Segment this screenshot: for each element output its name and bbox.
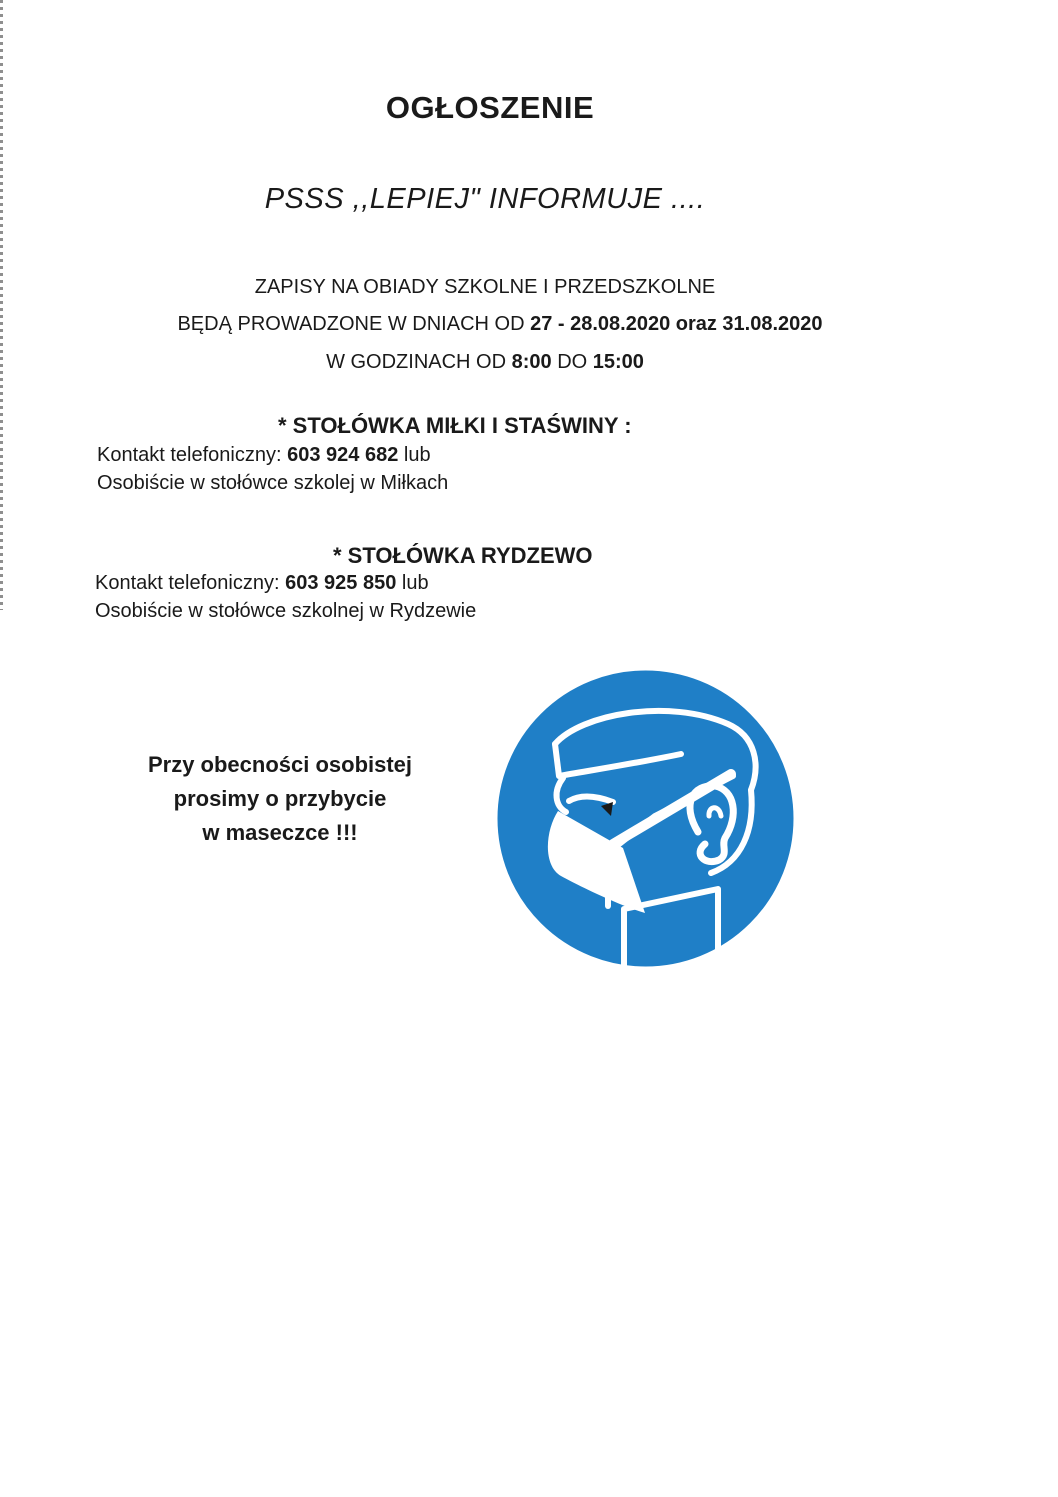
hours-prefix: W GODZINACH OD: [326, 351, 512, 373]
page-title: OGŁOSZENIE: [385, 90, 595, 125]
page-subtitle: PSSS ,,LEPIEJ" INFORMUJE ....: [264, 183, 706, 215]
hours-from: 8:00: [511, 351, 552, 373]
phone-number: 603 924 682: [287, 444, 399, 466]
hours-separator: DO: [551, 351, 593, 373]
canteen-heading-rydzewo: * STOŁÓWKA RYDZEWO: [333, 543, 593, 568]
phone-number: 603 925 850: [285, 572, 397, 594]
phone-label: Kontakt telefoniczny:: [95, 572, 286, 594]
phone-label: Kontakt telefoniczny:: [97, 444, 288, 466]
face-mask-mandatory-sign-icon: [493, 666, 798, 971]
registration-info-line-3: [0, 351, 970, 374]
phone-suffix: lub: [396, 572, 429, 594]
canteen-heading-milki: * STOŁÓWKA MIŁKI I STAŚWINY :: [278, 413, 632, 438]
mask-notice: [110, 748, 450, 850]
registration-info-line-1: [0, 276, 970, 299]
canteen-milki-in-person: Osobiście w stołówce szkolej w Miłkach: [97, 472, 449, 494]
canteen-milki-phone-line: [97, 444, 431, 467]
mask-notice-line-1: Przy obecności osobistej: [147, 752, 413, 777]
mask-notice-line-2: prosimy o przybycie: [173, 786, 387, 811]
hours-to: 15:00: [592, 351, 644, 373]
registration-dates: 27 - 28.08.2020 oraz 31.08.2020: [530, 313, 823, 335]
phone-suffix: lub: [398, 444, 431, 466]
registration-info-line-2: [15, 313, 985, 336]
registration-days-prefix: BĘDĄ PROWADZONE W DNIACH OD: [177, 313, 531, 335]
mask-notice-line-3: w maseczce !!!: [202, 820, 358, 845]
canteen-rydzewo-phone-line: [95, 572, 429, 595]
registration-text: ZAPISY NA OBIADY SZKOLNE I PRZEDSZKOLNE: [254, 276, 716, 298]
canteen-rydzewo-in-person: Osobiście w stołówce szkolnej w Rydzewie: [95, 600, 477, 622]
